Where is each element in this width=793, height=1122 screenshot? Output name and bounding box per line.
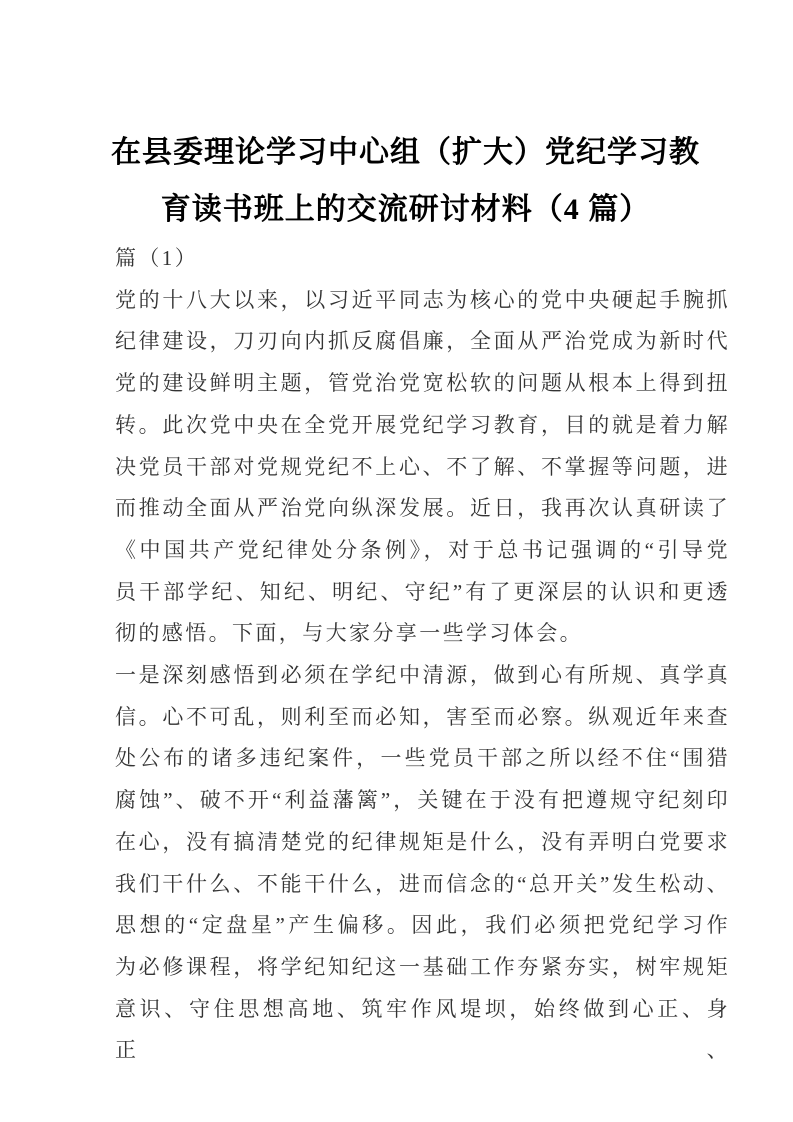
- body-text-line: 篇（1）: [115, 246, 199, 270]
- document-title-line: 育读书班上的交流研讨材料（4 篇）: [160, 193, 651, 226]
- document-body: [115, 238, 730, 1072]
- body-text-line: 员干部学纪、知纪、明纪、守纪”有了更深层的认识和更透: [115, 579, 730, 604]
- body-text-line: 纪律建设，刀刃向内抓反腐倡廉，全面从严治党成为新时代: [115, 329, 730, 354]
- body-text-line: 而推动全面从严治党向纵深发展。近日，我再次认真研读了: [115, 496, 730, 521]
- body-text-line: 我们干什么、不能干什么，进而信念的“总开关”发生松动、: [115, 871, 730, 896]
- body-text-line: 信。心不可乱，则利至而必知，害至而必察。纵观近年来查: [115, 704, 730, 729]
- body-text-line: 党的十八大以来，以习近平同志为核心的党中央硬起手腕抓: [115, 287, 730, 312]
- body-text-line: 《中国共产党纪律处分条例》，对于总书记强调的“引导党: [115, 537, 730, 562]
- body-text-line: 党的建设鲜明主题，管党治党宽松软的问题从根本上得到扭: [115, 371, 730, 396]
- paragraph: [115, 280, 730, 655]
- body-text-line: 决党员干部对党规党纪不上心、不了解、不掌握等问题，进: [115, 454, 730, 479]
- body-text-line: 腐蚀”、破不开“利益藩篱”，关键在于没有把遵规守纪刻印: [115, 788, 730, 813]
- body-text-line: 处公布的诸多违纪案件，一些党员干部之所以经不住“围猎: [115, 746, 730, 771]
- body-text-line: 彻的感悟。下面，与大家分享一些学习体会。: [115, 621, 583, 646]
- paragraph: [115, 238, 730, 280]
- body-text-line: 在心，没有搞清楚党的纪律规矩是什么，没有弄明白党要求: [115, 829, 730, 854]
- document-title: [0, 0, 793, 238]
- body-text-line: 思想的“定盘星”产生偏移。因此，我们必须把党纪学习作: [115, 913, 730, 938]
- body-text-line: 为必修课程，将学纪知纪这一基础工作夯紧夯实，树牢规矩: [115, 954, 730, 979]
- document-title-line: 在县委理论学习中心组（扩大）党纪学习教: [111, 136, 700, 169]
- body-text-line: 一是深刻感悟到必须在学纪中清源，做到心有所规、真学真: [115, 663, 730, 688]
- body-text-line: 意识、守住思想高地、筑牢作风堤坝，始终做到心正、身正、: [115, 996, 730, 1063]
- paragraph: [115, 655, 730, 1072]
- body-text-line: 转。此次党中央在全党开展党纪学习教育，目的就是着力解: [115, 412, 730, 437]
